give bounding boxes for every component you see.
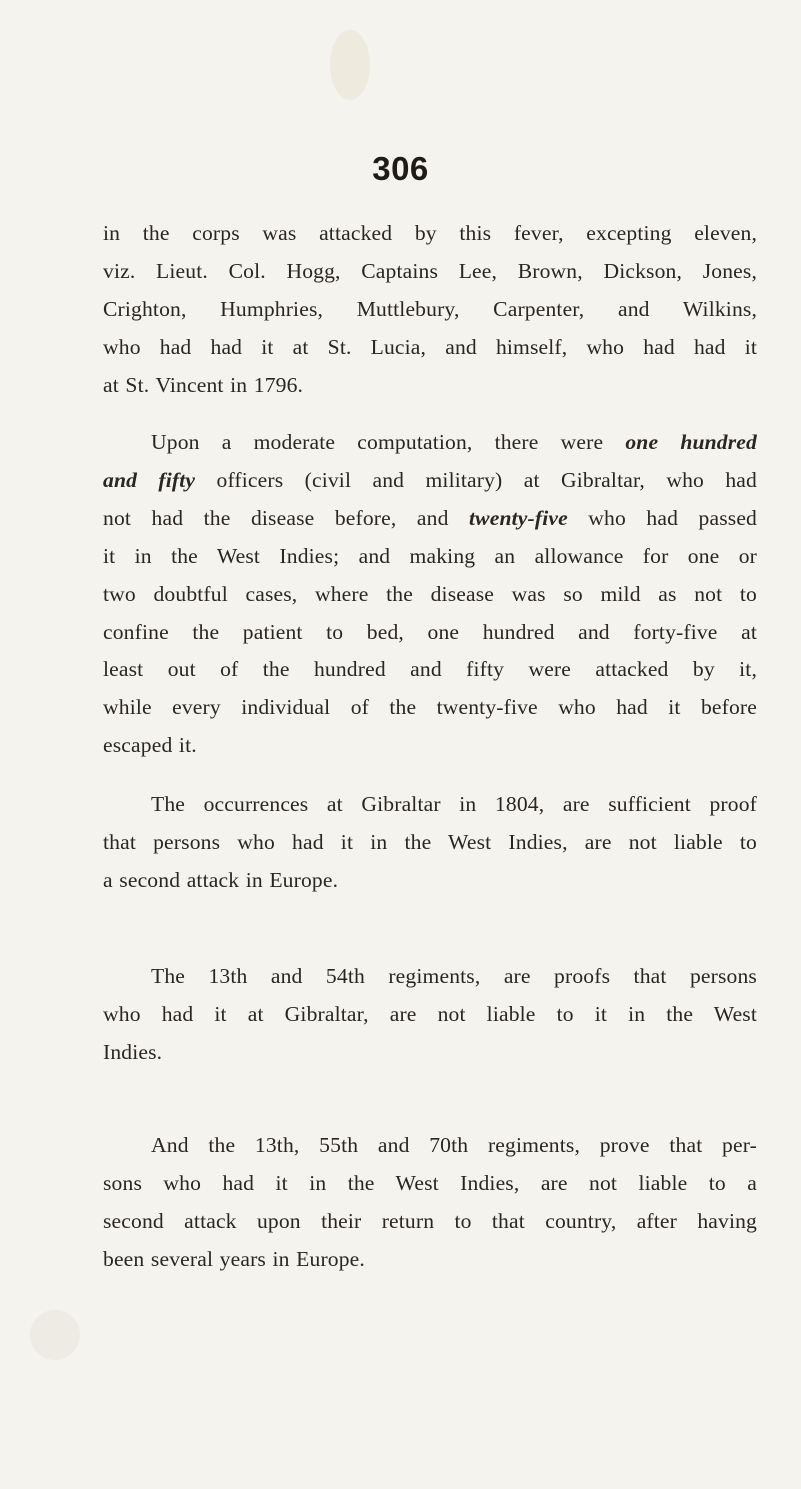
text-line: who had had it at St. Lucia, and himself, who had had it bbox=[103, 334, 757, 359]
text-line: escaped it. bbox=[103, 733, 197, 758]
text-line: that persons who had it in the West Indies, are not liable to bbox=[103, 829, 757, 854]
italic-emphasis: twenty-five bbox=[469, 505, 568, 530]
text-line: not had the disease before, and twenty-five who had passed bbox=[103, 505, 757, 530]
text-line: The occurrences at Gibraltar in 1804, are sufficient proof bbox=[151, 792, 757, 816]
text-line: Crighton, Humphries, Muttlebury, Carpenter, and Wilkins, bbox=[103, 296, 757, 321]
text-line: a second attack in Europe. bbox=[103, 867, 339, 892]
text-line: while every individual of the twenty-five who had it before bbox=[103, 695, 757, 720]
paragraph-5 bbox=[103, 1127, 757, 1279]
text-line: and fifty officers (civil and military) at Gibraltar, who had bbox=[103, 467, 757, 492]
paragraph-4 bbox=[103, 958, 757, 1072]
text-line: sons who had it in the West Indies, are not liable to a bbox=[103, 1170, 757, 1195]
text-line: in the corps was attacked by this fever, excepting eleven, bbox=[103, 221, 757, 245]
text-line: it in the West Indies; and making an allowance for one or bbox=[103, 543, 757, 568]
text-line: viz. Lieut. Col. Hogg, Captains Lee, Brown, Dickson, Jones, bbox=[103, 258, 757, 283]
text-line: two doubtful cases, where the disease was so mild as not to bbox=[103, 581, 757, 606]
text-line: Indies. bbox=[103, 1039, 163, 1064]
paper-stain bbox=[330, 30, 370, 100]
text-line: been several years in Europe. bbox=[103, 1246, 365, 1271]
page-number: 306 bbox=[372, 150, 429, 187]
text-line: second attack upon their return to that country, after having bbox=[103, 1208, 757, 1233]
italic-emphasis: and fifty bbox=[103, 467, 196, 492]
paragraph-1 bbox=[103, 215, 757, 405]
text-line: at St. Vincent in 1796. bbox=[103, 372, 304, 397]
text-line: Upon a moderate computation, there were one hundred bbox=[151, 430, 757, 454]
text-line: The 13th and 54th regiments, are proofs that persons bbox=[151, 964, 757, 988]
italic-emphasis: one hundred bbox=[625, 430, 757, 454]
paragraph-3 bbox=[103, 786, 757, 900]
text-line: And the 13th, 55th and 70th regiments, prove that per- bbox=[151, 1133, 757, 1157]
text-line: confine the patient to bed, one hundred and forty-five at bbox=[103, 619, 757, 644]
text-line: who had it at Gibraltar, are not liable to it in the West bbox=[103, 1001, 757, 1026]
paragraph-2 bbox=[103, 424, 757, 765]
text-line: least out of the hundred and fifty were attacked by it, bbox=[103, 657, 757, 682]
paper-stain bbox=[30, 1310, 80, 1360]
